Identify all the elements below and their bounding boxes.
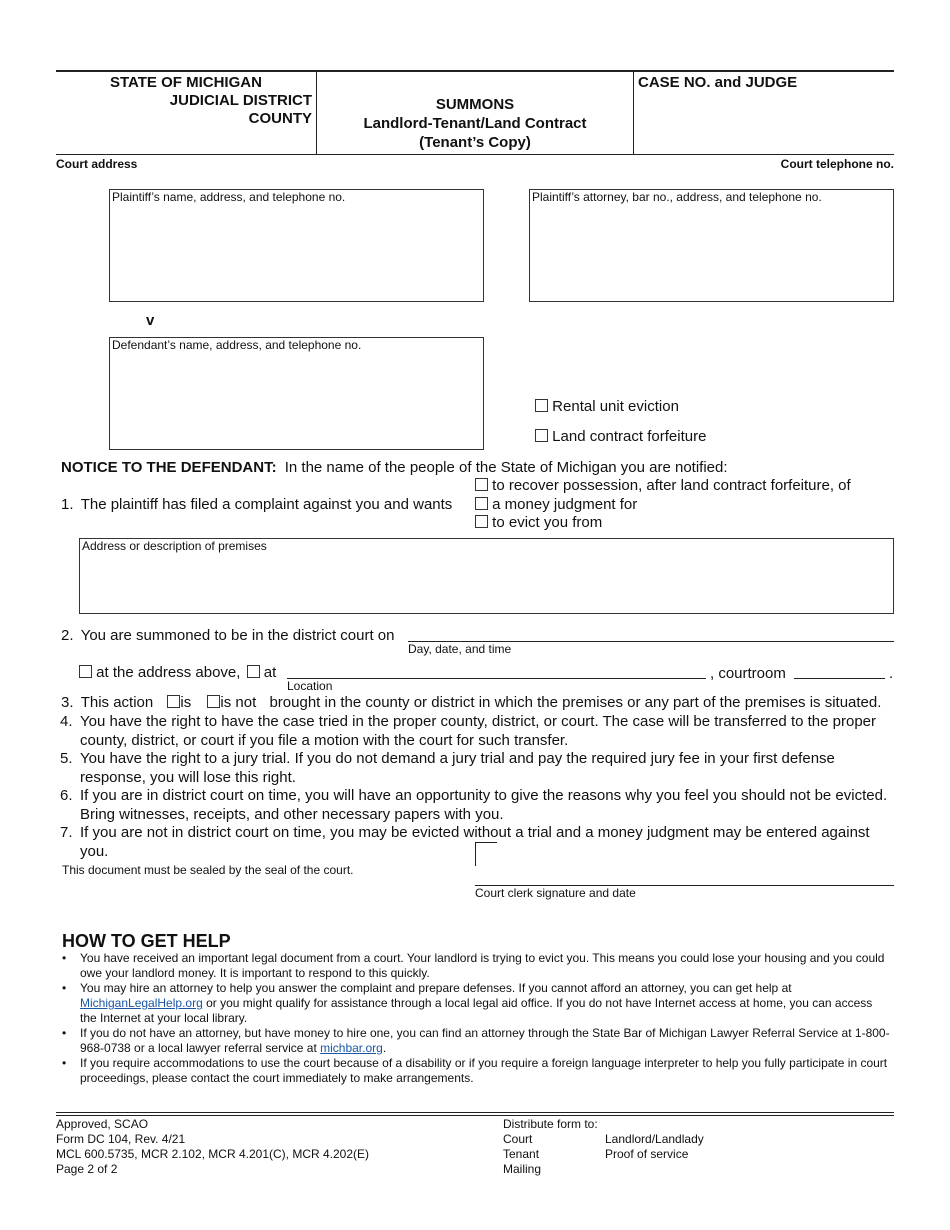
rights-list [60, 713, 900, 861]
notice-heading: NOTICE TO THE DEFENDANT: [61, 459, 277, 476]
courtroom-period: . [889, 665, 894, 682]
approved-label: Approved, SCAO [56, 1117, 149, 1131]
footer-form-info [56, 1117, 369, 1177]
at-label: at [263, 664, 277, 681]
list-item [60, 787, 900, 824]
notice-text: In the name of the people of the State of Michigan you are notified: [284, 459, 728, 476]
case-label: CASE NO. and JUDGE [638, 74, 798, 91]
court-jurisdiction [60, 74, 312, 128]
distribute-label: Distribute form to: [503, 1117, 598, 1131]
help-text: or you might qualify for assistance through a local legal aid office. If you do not have Internet access at home, you can access the Internet at your local library. [80, 996, 873, 1025]
title-type: Landlord-Tenant/Land Contract [363, 115, 587, 132]
plaintiff-label: Plaintiff’s name, address, and telephone no. [112, 190, 346, 204]
footer-rule-1 [56, 1112, 894, 1113]
location-field[interactable] [287, 678, 706, 679]
item3-prefix: This action [80, 694, 154, 711]
form-number: Form DC 104, Rev. 4/21 [56, 1132, 186, 1146]
state-label: STATE OF MICHIGAN [110, 74, 262, 91]
money-checkbox[interactable] [475, 497, 488, 510]
evict-checkbox[interactable] [475, 515, 488, 528]
distribute-landlord: Landlord/Landlady [605, 1132, 704, 1146]
attorney-box[interactable] [529, 189, 894, 302]
help-text: If you require accommodations to use the court because of a disability or if you require a foreign language interpreter to help you fully participate in court proceedings, please contact the court immediately to make arrangements. [80, 1056, 888, 1085]
signature-label: Court clerk signature and date [475, 886, 636, 900]
help-item [62, 1056, 892, 1086]
day-date-time-label: Day, date, and time [408, 642, 512, 656]
premises-box[interactable] [79, 538, 894, 614]
distribute-tenant: Tenant [503, 1147, 540, 1161]
plaintiff-box[interactable] [109, 189, 484, 302]
seal-text: This document must be sealed by the seal of the court. [62, 863, 354, 877]
bullet: • [62, 1056, 67, 1070]
item1-option-evict[interactable] [475, 514, 851, 533]
case-type-land[interactable] [535, 428, 706, 445]
attorney-label: Plaintiff’s attorney, bar no., address, and telephone no. [532, 190, 822, 204]
item-text: If you are in district court on time, you will have an opportunity to give the reasons why you feel you should not be evicted. Bring witnesses, receipts, and other necessary papers with you. [80, 787, 888, 823]
seal-corner-vertical [475, 842, 476, 866]
county-label: COUNTY [248, 110, 312, 127]
item-number: 4. [60, 713, 73, 730]
is-checkbox[interactable] [167, 695, 180, 708]
header-divider-right [633, 70, 634, 155]
item-number: 6. [60, 787, 73, 804]
notice-line [61, 459, 728, 476]
item-text: If you are not in district court on time, you may be evicted without a trial and a money judgment may be entered against you. [80, 824, 870, 860]
help-text: . [382, 1041, 387, 1055]
mcl-references: MCL 600.5735, MCR 2.102, MCR 4.201(C), MCR 4.202(E) [56, 1147, 370, 1161]
is-not-checkbox[interactable] [207, 695, 220, 708]
item-text: You have the right to a jury trial. If you do not demand a jury trial and pay the required jury fee in your first defense response, you will lose this right. [80, 750, 835, 786]
help-text: If you do not have an attorney, but have money to hire one, you can find an attorney through the State Bar of Michigan Lawyer Referral Service at 1-800-968-0738 or a local lawyer referral service at [80, 1026, 890, 1055]
bullet: • [62, 981, 67, 995]
footer-rule-2 [56, 1115, 894, 1116]
michigan-legal-help-link[interactable]: MichiganLegalHelp.org [80, 996, 203, 1010]
distribute-list-2 [605, 1132, 704, 1162]
distribute-mailing: Mailing [503, 1162, 542, 1176]
item1-option-money[interactable] [475, 496, 851, 515]
help-item [62, 981, 892, 1026]
land-label: Land contract forfeiture [552, 428, 707, 445]
courtroom-field[interactable] [794, 678, 885, 679]
item2-text [61, 627, 394, 644]
item-number: 5. [60, 750, 73, 767]
help-item [62, 951, 892, 981]
court-phone-label: Court telephone no. [780, 157, 894, 171]
item2-number: 2. [61, 627, 74, 644]
district-label: JUDICIAL DISTRICT [169, 92, 312, 109]
address-above-label: at the address above, [96, 664, 241, 681]
item1-number: 1. [61, 496, 74, 513]
item3-number: 3. [61, 694, 74, 711]
item1-options [475, 477, 851, 533]
versus-label: v [146, 312, 155, 329]
evict-label: to evict you from [492, 514, 603, 531]
bullet: • [62, 1026, 67, 1040]
help-heading: HOW TO GET HELP [62, 931, 231, 951]
list-item [60, 750, 900, 787]
help-text: You may hire an attorney to help you answer the complaint and prepare defenses. If you cannot afford an attorney, you can get help at [80, 981, 792, 995]
recover-checkbox[interactable] [475, 478, 488, 491]
item-text: You have the right to have the case tried in the proper county, district, or court. The case will be transferred to the proper county, district, or court if you file a motion with the court for such transfer. [80, 713, 876, 749]
at-location-checkbox[interactable] [247, 665, 260, 678]
page-number: Page 2 of 2 [56, 1162, 118, 1176]
case-number-field[interactable] [638, 74, 892, 152]
is-not-label: is not [220, 694, 257, 711]
help-item [62, 1026, 892, 1056]
form-title [318, 95, 632, 152]
money-label: a money judgment for [492, 495, 638, 513]
land-checkbox[interactable] [535, 429, 548, 442]
michbar-link[interactable]: michbar.org [320, 1041, 383, 1055]
item3-rest: brought in the county or district in which the premises or any part of the premises is situated. [269, 694, 882, 711]
item1-body: The plaintiff has filed a complaint against you and wants [80, 496, 453, 513]
seal-corner-horizontal [475, 842, 497, 843]
distribute-court: Court [503, 1132, 533, 1146]
item-number: 7. [60, 824, 73, 841]
help-text: You have received an important legal document from a court. Your landlord is trying to evict you. This means you could lose your housing and you could owe your landlord money. It is important to respond to this quickly. [80, 951, 885, 980]
recover-label: to recover possession, after land contract forfeiture, of [492, 477, 851, 494]
courtroom-label: , courtroom [710, 665, 786, 682]
list-item [60, 713, 900, 750]
rental-label: Rental unit eviction [552, 398, 679, 415]
help-list [62, 951, 892, 1086]
item2-location-row [79, 664, 276, 681]
location-label: Location [287, 679, 333, 693]
title-summons: SUMMONS [435, 96, 515, 113]
defendant-label: Defendant’s name, address, and telephone no. [112, 338, 362, 352]
case-type-rental[interactable] [535, 398, 679, 415]
premises-label: Address or description of premises [82, 539, 267, 553]
title-copy: (Tenant’s Copy) [419, 134, 531, 151]
header-divider-left [316, 70, 317, 155]
item1-option-recover[interactable] [475, 477, 851, 496]
bullet: • [62, 951, 67, 965]
address-above-checkbox[interactable] [79, 665, 92, 678]
rental-checkbox[interactable] [535, 399, 548, 412]
is-label: is [180, 694, 192, 711]
distribute-list [503, 1117, 598, 1177]
distribute-proof: Proof of service [605, 1147, 689, 1161]
defendant-box[interactable] [109, 337, 484, 450]
item2-body: You are summoned to be in the district court on [80, 627, 395, 644]
header-top-rule [56, 70, 894, 72]
item1-text [61, 496, 452, 513]
header-bottom-rule [56, 154, 894, 155]
court-address-label: Court address [56, 157, 138, 171]
item3-text [61, 694, 881, 711]
